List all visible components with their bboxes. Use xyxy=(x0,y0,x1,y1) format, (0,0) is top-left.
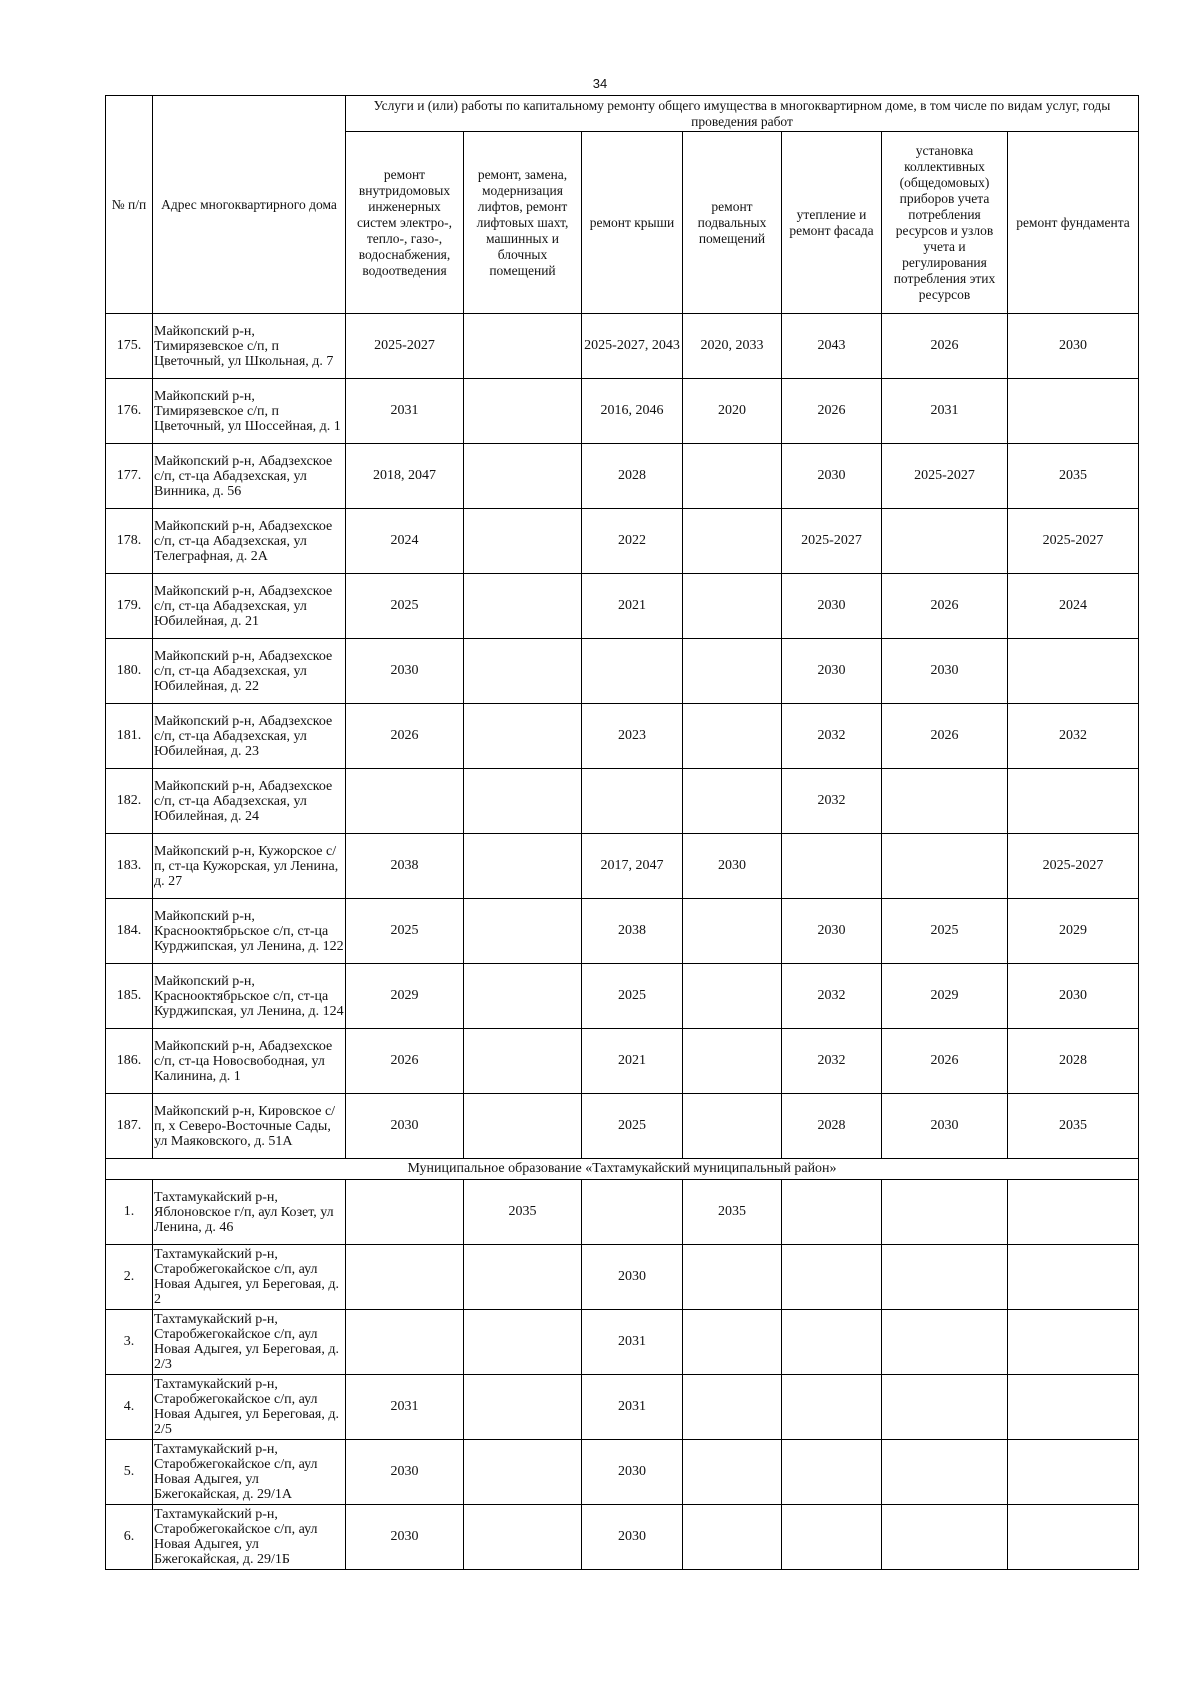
row-year-cell xyxy=(464,834,582,899)
row-year-cell xyxy=(582,1180,683,1245)
section-title: Муниципальное образование «Тахтамукайский муниципальный район» xyxy=(106,1159,1139,1180)
row-year-cell xyxy=(582,639,683,704)
row-year-cell xyxy=(464,899,582,964)
table-row xyxy=(106,509,1139,574)
row-address: Тахтамукайский р-н, Старобжегокайское с/п, аул Новая Адыгея, ул Бжегокайская, д. 29/1Б xyxy=(153,1505,346,1570)
row-number: 184. xyxy=(106,899,153,964)
table-row xyxy=(106,639,1139,704)
row-year-cell: 2025 xyxy=(882,899,1008,964)
row-year-cell xyxy=(346,1245,464,1310)
table-row xyxy=(106,444,1139,509)
row-year-cell: 2032 xyxy=(782,1029,882,1094)
row-number: 2. xyxy=(106,1245,153,1310)
row-year-cell: 2029 xyxy=(346,964,464,1029)
header-service-6: установка коллективных (общедомовых) приборов учета потребления ресурсов и узлов учета и регулирования потребления этих ресурсов xyxy=(882,132,1008,314)
table-row xyxy=(106,379,1139,444)
row-year-cell: 2025 xyxy=(582,1094,683,1159)
header-service-7: ремонт фундамента xyxy=(1008,132,1139,314)
row-number: 178. xyxy=(106,509,153,574)
row-year-cell xyxy=(683,639,782,704)
header-num: № п/п xyxy=(106,96,153,314)
row-year-cell xyxy=(464,1310,582,1375)
header-service-1: ремонт внутридомовых инженерных систем электро-, тепло-, газо-, водоснабжения, водоотведения xyxy=(346,132,464,314)
row-year-cell xyxy=(1008,1310,1139,1375)
row-year-cell: 2025 xyxy=(582,964,683,1029)
row-address: Майкопский р-н, Абадзехское с/п, ст-ца Абадзехская, ул Винника, д. 56 xyxy=(153,444,346,509)
row-year-cell xyxy=(683,444,782,509)
header-services-group: Услуги и (или) работы по капитальному ремонту общего имущества в многоквартирном доме, в том числе по видам услуг, годы проведения работ xyxy=(346,96,1139,132)
row-year-cell xyxy=(782,1310,882,1375)
row-year-cell: 2030 xyxy=(882,1094,1008,1159)
table-row xyxy=(106,704,1139,769)
row-year-cell: 2030 xyxy=(782,574,882,639)
row-year-cell: 2030 xyxy=(582,1505,683,1570)
section-divider xyxy=(106,1159,1139,1180)
header-service-3: ремонт крыши xyxy=(582,132,683,314)
row-number: 183. xyxy=(106,834,153,899)
row-year-cell: 2031 xyxy=(882,379,1008,444)
capital-repair-table xyxy=(105,95,1139,1570)
row-address: Майкопский р-н, Кировское с/п, х Северо-Восточные Сады, ул Маяковского, д. 51А xyxy=(153,1094,346,1159)
row-year-cell: 2026 xyxy=(782,379,882,444)
table-row xyxy=(106,1094,1139,1159)
row-year-cell xyxy=(683,964,782,1029)
row-year-cell: 2032 xyxy=(782,964,882,1029)
row-year-cell: 2022 xyxy=(582,509,683,574)
row-year-cell: 2025-2027, 2043 xyxy=(582,314,683,379)
row-year-cell: 2030 xyxy=(1008,314,1139,379)
row-year-cell xyxy=(464,964,582,1029)
row-number: 185. xyxy=(106,964,153,1029)
row-address: Майкопский р-н, Абадзехское с/п, ст-ца Новосвободная, ул Калинина, д. 1 xyxy=(153,1029,346,1094)
row-year-cell xyxy=(464,314,582,379)
row-number: 1. xyxy=(106,1180,153,1245)
row-address: Майкопский р-н, Кужорское с/п, ст-ца Кужорская, ул Ленина, д. 27 xyxy=(153,834,346,899)
row-year-cell: 2038 xyxy=(582,899,683,964)
row-address: Майкопский р-н, Абадзехское с/п, ст-ца Абадзехская, ул Юбилейная, д. 24 xyxy=(153,769,346,834)
row-year-cell xyxy=(1008,639,1139,704)
row-number: 187. xyxy=(106,1094,153,1159)
row-year-cell xyxy=(346,1180,464,1245)
header-address: Адрес многоквартирного дома xyxy=(153,96,346,314)
row-address: Майкопский р-н, Краснооктябрьское с/п, ст-ца Курджипская, ул Ленина, д. 122 xyxy=(153,899,346,964)
row-year-cell: 2026 xyxy=(882,1029,1008,1094)
table-row xyxy=(106,574,1139,639)
row-year-cell xyxy=(464,769,582,834)
row-address: Тахтамукайский р-н, Старобжегокайское с/п, аул Новая Адыгея, ул Береговая, д. 2/3 xyxy=(153,1310,346,1375)
row-year-cell xyxy=(782,834,882,899)
row-year-cell: 2028 xyxy=(782,1094,882,1159)
row-year-cell xyxy=(683,1094,782,1159)
row-year-cell: 2030 xyxy=(346,639,464,704)
row-number: 4. xyxy=(106,1375,153,1440)
row-year-cell: 2021 xyxy=(582,574,683,639)
row-year-cell xyxy=(882,1245,1008,1310)
row-year-cell xyxy=(1008,1505,1139,1570)
row-number: 181. xyxy=(106,704,153,769)
row-year-cell xyxy=(782,1505,882,1570)
row-year-cell: 2025-2027 xyxy=(782,509,882,574)
row-number: 5. xyxy=(106,1440,153,1505)
row-year-cell: 2026 xyxy=(882,574,1008,639)
row-year-cell xyxy=(683,1505,782,1570)
row-year-cell: 2029 xyxy=(882,964,1008,1029)
row-year-cell xyxy=(346,1310,464,1375)
row-year-cell: 2030 xyxy=(346,1505,464,1570)
row-year-cell: 2021 xyxy=(582,1029,683,1094)
row-year-cell xyxy=(683,899,782,964)
table-row xyxy=(106,1505,1139,1570)
row-year-cell xyxy=(1008,769,1139,834)
row-year-cell: 2025 xyxy=(346,574,464,639)
row-year-cell: 2030 xyxy=(683,834,782,899)
row-year-cell: 2030 xyxy=(1008,964,1139,1029)
row-year-cell: 2031 xyxy=(346,379,464,444)
row-year-cell xyxy=(683,1310,782,1375)
row-year-cell: 2030 xyxy=(782,444,882,509)
row-year-cell xyxy=(1008,379,1139,444)
row-year-cell xyxy=(464,574,582,639)
row-year-cell: 2026 xyxy=(882,314,1008,379)
table-body-takhtamukay xyxy=(106,1180,1139,1570)
row-year-cell xyxy=(683,1245,782,1310)
row-year-cell xyxy=(882,1180,1008,1245)
row-year-cell xyxy=(464,509,582,574)
row-year-cell xyxy=(882,1440,1008,1505)
row-year-cell: 2035 xyxy=(1008,1094,1139,1159)
row-year-cell: 2025-2027 xyxy=(346,314,464,379)
row-year-cell: 2035 xyxy=(683,1180,782,1245)
row-year-cell xyxy=(464,1245,582,1310)
row-year-cell: 2035 xyxy=(464,1180,582,1245)
row-year-cell: 2030 xyxy=(582,1440,683,1505)
row-year-cell xyxy=(464,1029,582,1094)
row-year-cell: 2024 xyxy=(346,509,464,574)
row-year-cell xyxy=(1008,1440,1139,1505)
row-year-cell xyxy=(882,509,1008,574)
row-address: Майкопский р-н, Тимирязевское с/п, п Цветочный, ул Школьная, д. 7 xyxy=(153,314,346,379)
row-year-cell: 2030 xyxy=(346,1094,464,1159)
row-year-cell xyxy=(346,769,464,834)
row-year-cell xyxy=(1008,1245,1139,1310)
row-address: Майкопский р-н, Абадзехское с/п, ст-ца Абадзехская, ул Юбилейная, д. 21 xyxy=(153,574,346,639)
row-year-cell xyxy=(464,1505,582,1570)
table-row xyxy=(106,1375,1139,1440)
row-year-cell xyxy=(464,1440,582,1505)
row-year-cell: 2028 xyxy=(1008,1029,1139,1094)
row-number: 3. xyxy=(106,1310,153,1375)
row-year-cell: 2032 xyxy=(782,769,882,834)
row-year-cell: 2026 xyxy=(346,1029,464,1094)
table-row xyxy=(106,834,1139,899)
row-year-cell: 2017, 2047 xyxy=(582,834,683,899)
row-year-cell: 2030 xyxy=(782,899,882,964)
table-row xyxy=(106,1245,1139,1310)
row-year-cell xyxy=(1008,1180,1139,1245)
row-year-cell xyxy=(782,1180,882,1245)
row-year-cell xyxy=(464,444,582,509)
row-year-cell: 2028 xyxy=(582,444,683,509)
row-year-cell xyxy=(882,1375,1008,1440)
row-year-cell xyxy=(582,769,683,834)
table-row xyxy=(106,1029,1139,1094)
row-year-cell: 2031 xyxy=(582,1310,683,1375)
row-year-cell: 2030 xyxy=(882,639,1008,704)
row-year-cell: 2026 xyxy=(346,704,464,769)
row-year-cell xyxy=(683,1029,782,1094)
row-year-cell: 2025-2027 xyxy=(882,444,1008,509)
table-row xyxy=(106,1310,1139,1375)
row-number: 177. xyxy=(106,444,153,509)
row-year-cell xyxy=(464,379,582,444)
row-year-cell: 2018, 2047 xyxy=(346,444,464,509)
row-year-cell: 2023 xyxy=(582,704,683,769)
row-year-cell: 2016, 2046 xyxy=(582,379,683,444)
table-row xyxy=(106,314,1139,379)
row-year-cell: 2025 xyxy=(346,899,464,964)
row-year-cell xyxy=(782,1440,882,1505)
table-row xyxy=(106,769,1139,834)
row-year-cell: 2026 xyxy=(882,704,1008,769)
row-address: Тахтамукайский р-н, Старобжегокайское с/п, аул Новая Адыгея, ул Береговая, д. 2/5 xyxy=(153,1375,346,1440)
row-year-cell xyxy=(464,1375,582,1440)
row-year-cell: 2020, 2033 xyxy=(683,314,782,379)
header-service-4: ремонт подвальных помещений xyxy=(683,132,782,314)
row-year-cell xyxy=(782,1375,882,1440)
row-number: 182. xyxy=(106,769,153,834)
row-year-cell: 2030 xyxy=(582,1245,683,1310)
row-address: Тахтамукайский р-н, Яблоновское г/п, аул Козет, ул Ленина, д. 46 xyxy=(153,1180,346,1245)
row-year-cell: 2032 xyxy=(782,704,882,769)
row-address: Майкопский р-н, Тимирязевское с/п, п Цветочный, ул Шоссейная, д. 1 xyxy=(153,379,346,444)
row-year-cell xyxy=(683,574,782,639)
row-year-cell: 2031 xyxy=(346,1375,464,1440)
table-row xyxy=(106,964,1139,1029)
row-year-cell: 2043 xyxy=(782,314,882,379)
row-year-cell xyxy=(683,704,782,769)
row-year-cell xyxy=(464,639,582,704)
table-body-maykop xyxy=(106,314,1139,1159)
row-year-cell xyxy=(683,1440,782,1505)
row-year-cell: 2030 xyxy=(782,639,882,704)
row-number: 6. xyxy=(106,1505,153,1570)
page-number: 34 xyxy=(592,76,608,91)
row-number: 186. xyxy=(106,1029,153,1094)
row-year-cell xyxy=(782,1245,882,1310)
header-service-2: ремонт, замена, модернизация лифтов, ремонт лифтовых шахт, машинных и блочных помещений xyxy=(464,132,582,314)
table-row xyxy=(106,899,1139,964)
row-address: Майкопский р-н, Краснооктябрьское с/п, ст-ца Курджипская, ул Ленина, д. 124 xyxy=(153,964,346,1029)
header-service-5: утепление и ремонт фасада xyxy=(782,132,882,314)
row-number: 175. xyxy=(106,314,153,379)
row-number: 176. xyxy=(106,379,153,444)
table-row xyxy=(106,1440,1139,1505)
row-year-cell xyxy=(1008,1375,1139,1440)
row-year-cell: 2032 xyxy=(1008,704,1139,769)
row-year-cell: 2025-2027 xyxy=(1008,834,1139,899)
row-year-cell: 2038 xyxy=(346,834,464,899)
row-year-cell xyxy=(882,1505,1008,1570)
row-year-cell xyxy=(882,834,1008,899)
row-address: Майкопский р-н, Абадзехское с/п, ст-ца Абадзехская, ул Юбилейная, д. 22 xyxy=(153,639,346,704)
row-year-cell: 2035 xyxy=(1008,444,1139,509)
row-address: Майкопский р-н, Абадзехское с/п, ст-ца Абадзехская, ул Юбилейная, д. 23 xyxy=(153,704,346,769)
row-year-cell: 2020 xyxy=(683,379,782,444)
row-address: Майкопский р-н, Абадзехское с/п, ст-ца Абадзехская, ул Телеграфная, д. 2А xyxy=(153,509,346,574)
row-number: 179. xyxy=(106,574,153,639)
table-row xyxy=(106,1180,1139,1245)
row-year-cell: 2025-2027 xyxy=(1008,509,1139,574)
row-year-cell: 2024 xyxy=(1008,574,1139,639)
row-address: Тахтамукайский р-н, Старобжегокайское с/п, аул Новая Адыгея, ул Бжегокайская, д. 29/1А xyxy=(153,1440,346,1505)
row-year-cell: 2030 xyxy=(346,1440,464,1505)
row-year-cell xyxy=(882,769,1008,834)
row-year-cell: 2031 xyxy=(582,1375,683,1440)
row-year-cell xyxy=(882,1310,1008,1375)
row-year-cell xyxy=(683,1375,782,1440)
row-year-cell xyxy=(683,509,782,574)
row-year-cell: 2029 xyxy=(1008,899,1139,964)
row-year-cell xyxy=(464,704,582,769)
row-year-cell xyxy=(683,769,782,834)
row-year-cell xyxy=(464,1094,582,1159)
row-address: Тахтамукайский р-н, Старобжегокайское с/п, аул Новая Адыгея, ул Береговая, д. 2 xyxy=(153,1245,346,1310)
row-number: 180. xyxy=(106,639,153,704)
